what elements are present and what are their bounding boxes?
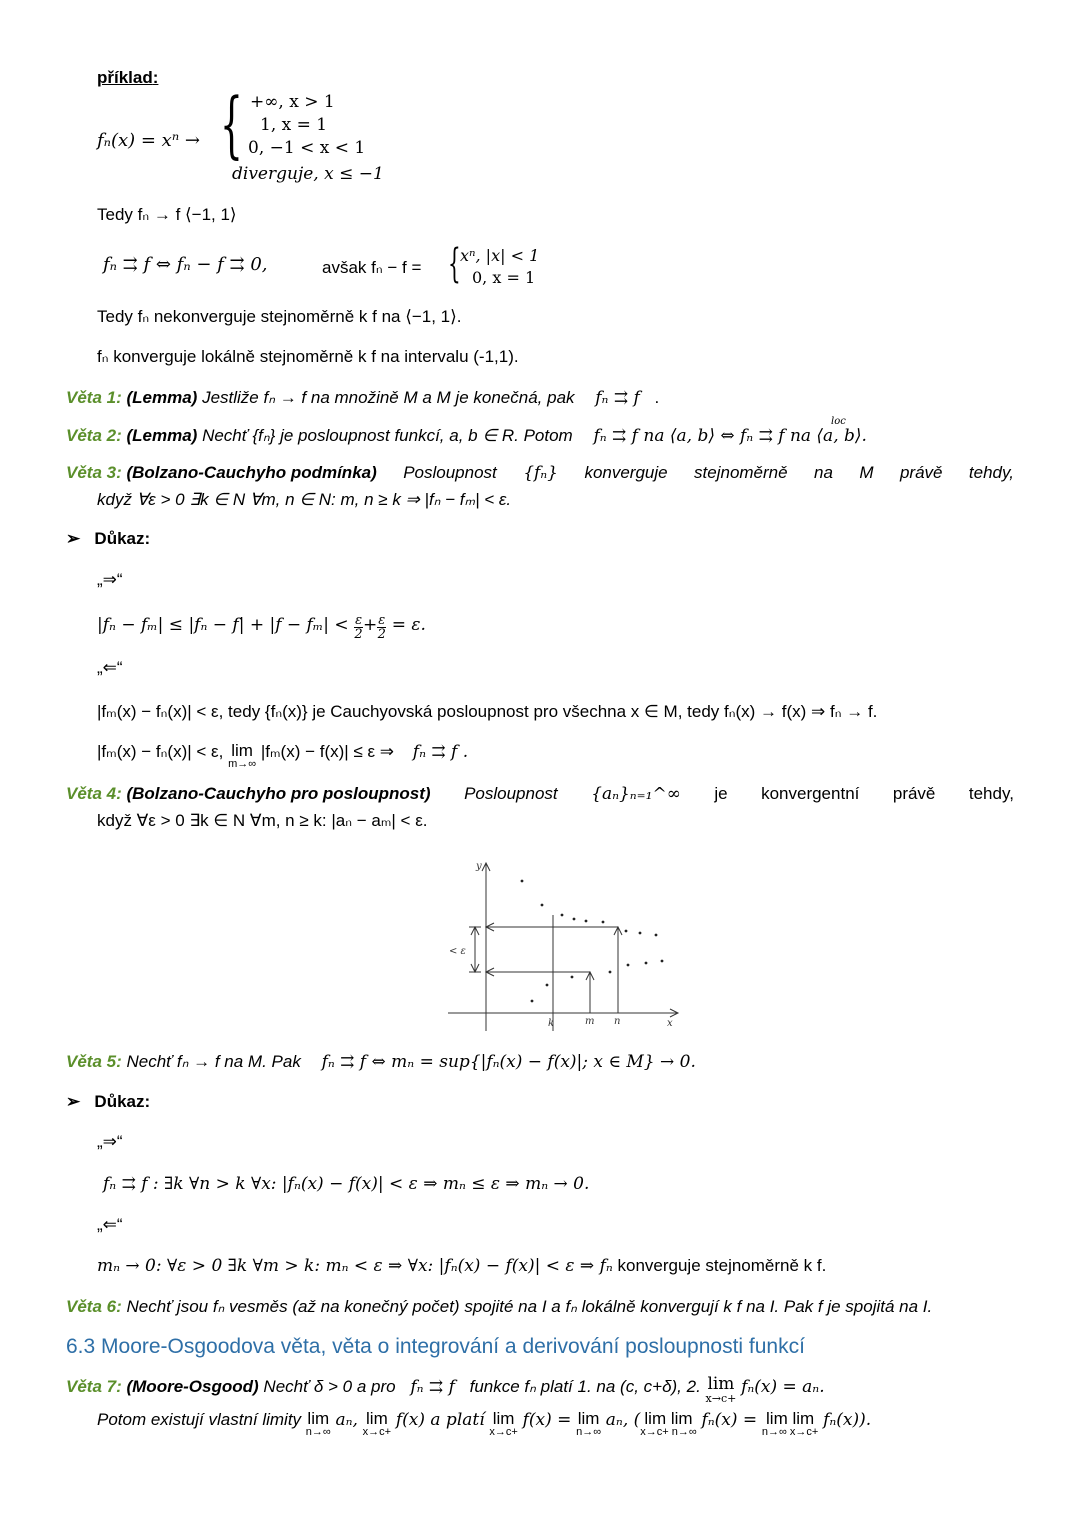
theorem-2-label: Věta 2:: [66, 426, 122, 445]
theorem-2: Věta 2: (Lemma) Nechť {fₙ} je posloupnost funkcí, a, b ∈ R. Potom fₙ ⇉ f na ⟨a, b⟩ ⇔ fₙ ⇉ f na ⟨a, b⟩.: [66, 426, 867, 446]
fig-m-label: m: [585, 1016, 595, 1027]
theorem-5: Věta 5: Nechť fₙ → f na M. Pak fₙ ⇉ f ⇔ mₙ = sup{|fₙ(x) − f(x)|; x ∈ M} → 0.: [66, 1052, 696, 1072]
cauchy-figure: [440, 855, 685, 1035]
fig-n-label: n: [614, 1016, 621, 1027]
theorem-3-line-2: když ∀ε > 0 ∃k ∈ N ∀m, n ∈ N: m, n ≥ k ⇒ |fₙ − fₘ| < ε.: [97, 490, 512, 509]
tedy-line-1: Tedy fₙ → f ⟨−1, 1⟩: [97, 205, 237, 224]
theorem-4-line-1: Věta 4: (Bolzano-Cauchyho pro posloupnost) Posloupnost {aₙ}ₙ₌₁^∞ je konvergentní právě tehdy,: [66, 784, 1014, 804]
lokal-line: fₙ konverguje lokálně stejnoměrně k f na intervalu (-1,1).: [97, 347, 519, 366]
implication-forward-2: „⇒“: [97, 1132, 123, 1151]
implication-backward-1: „⇐“: [97, 658, 123, 677]
proof-1-line-limit: |fₘ(x) − fₙ(x)| < ε, lim m→∞ |fₘ(x) − f(x)| ≤ ε ⇒ fₙ ⇉ f .: [97, 741, 469, 770]
proof-2-line-1: fₙ ⇉ f : ∃k ∀n > k ∀x: |fₙ(x) − f(x)| < ε ⇒ mₙ ≤ ε ⇒ mₙ → 0.: [103, 1174, 590, 1194]
theorem-1: Věta 1: (Lemma) Jestliže fₙ → f na množině M a M je konečná, pak fₙ ⇉ f .: [66, 388, 660, 408]
theorem-1-label: Věta 1:: [66, 388, 122, 407]
theorem-6: Věta 6: Nechť jsou fₙ vesměs (až na konečný počet) spojité na I a fₙ lokálně konvergují k f na I. Pak f je spojitá na I.: [66, 1297, 933, 1316]
case-2: 1, x = 1: [260, 115, 328, 135]
avsak-case-1: xⁿ, |x| < 1: [460, 246, 540, 265]
fig-x-label: x: [667, 1018, 673, 1029]
implication-backward-2: „⇐“: [97, 1215, 123, 1234]
section-heading: 6.3 Moore-Osgoodova věta, věta o integrování a derivování posloupnosti funkcí: [66, 1335, 805, 1358]
example-heading: příklad:: [97, 68, 159, 87]
tedy-line-2: Tedy fₙ nekonverguje stejnoměrně k f na ⟨−1, 1⟩.: [97, 307, 462, 326]
case-1: +∞, x > 1: [250, 92, 335, 112]
loc-superscript: loc: [831, 416, 846, 427]
theorem-5-label: Věta 5:: [66, 1052, 122, 1071]
case-3: 0, −1 < x < 1: [248, 138, 366, 158]
theorem-6-label: Věta 6:: [66, 1297, 122, 1316]
proof-2-line-2: mₙ → 0: ∀ε > 0 ∃k ∀m > k: mₙ < ε ⇒ ∀x: |fₙ(x) − f(x)| < ε ⇒ fₙ konverguje stejnoměrně k f.: [97, 1256, 827, 1276]
fig-k-label: k: [548, 1018, 555, 1029]
proof-1-line-cauchy: |fₘ(x) − fₙ(x)| < ε, tedy {fₙ(x)} je Cauchyovská posloupnost pro všechna x ∈ M, tedy fₙ(x) → f(x) ⇒ fₙ → f.: [97, 702, 878, 721]
implication-forward-1: „⇒“: [97, 570, 123, 589]
avsak-text: avšak fₙ − f =: [322, 258, 422, 277]
theorem-7-line-1: Věta 7: (Moore-Osgood) Nechť δ > 0 a pro fₙ ⇉ f funkce fₙ platí 1. na (c, c+δ), 2. lim x→c+ fₙ(x) = aₙ.: [66, 1374, 825, 1405]
bullet-arrow-icon: ➢: [66, 1092, 81, 1111]
avsak-brace: {: [448, 241, 461, 287]
proof-1-inequality: |fₙ − fₘ| ≤ |fₙ − f| + |f − fₘ| < $\frac{\varepsilon}{2}$ + $\frac{\varepsilon}{2}$ = ε.: [97, 613, 426, 642]
fig-y-label: y: [476, 861, 482, 872]
theorem-7-label: Věta 7:: [66, 1377, 122, 1396]
bullet-arrow-icon: ➢: [66, 529, 81, 548]
theorem-4-line-2: když ∀ε > 0 ∃k ∈ N ∀m, n ≥ k: |aₙ − aₘ| < ε.: [97, 811, 428, 830]
case-4: diverguje, x ≤ −1: [232, 164, 384, 184]
theorem-3-line-1: Věta 3: (Bolzano-Cauchyho podmínka) Posloupnost {fₙ} konverguje stejnoměrně na M právě tehdy,: [66, 463, 1014, 483]
proof-2-heading: ➢ Důkaz:: [66, 1092, 151, 1111]
proof-1-heading: ➢ Důkaz:: [66, 529, 151, 548]
cases-brace: {: [220, 82, 243, 166]
fig-eps-label: < ε: [449, 946, 466, 957]
example-lhs: fₙ(x) = xⁿ →: [97, 130, 200, 151]
theorem-7-line-2: Potom existují vlastní limity lim n→∞ aₙ, lim x→c+ f(x) a platí lim x→c+ f(x) = lim n→∞ aₙ, ( lim lim x→c+ n→∞ fₙ(x) = lim lim n→∞ x→c+ fₙ(x)).: [97, 1409, 872, 1438]
avsak-case-2: 0, x = 1: [472, 268, 536, 287]
uniform-equivalence: fₙ ⇉ f ⇔ fₙ − f ⇉ 0,: [103, 254, 268, 275]
